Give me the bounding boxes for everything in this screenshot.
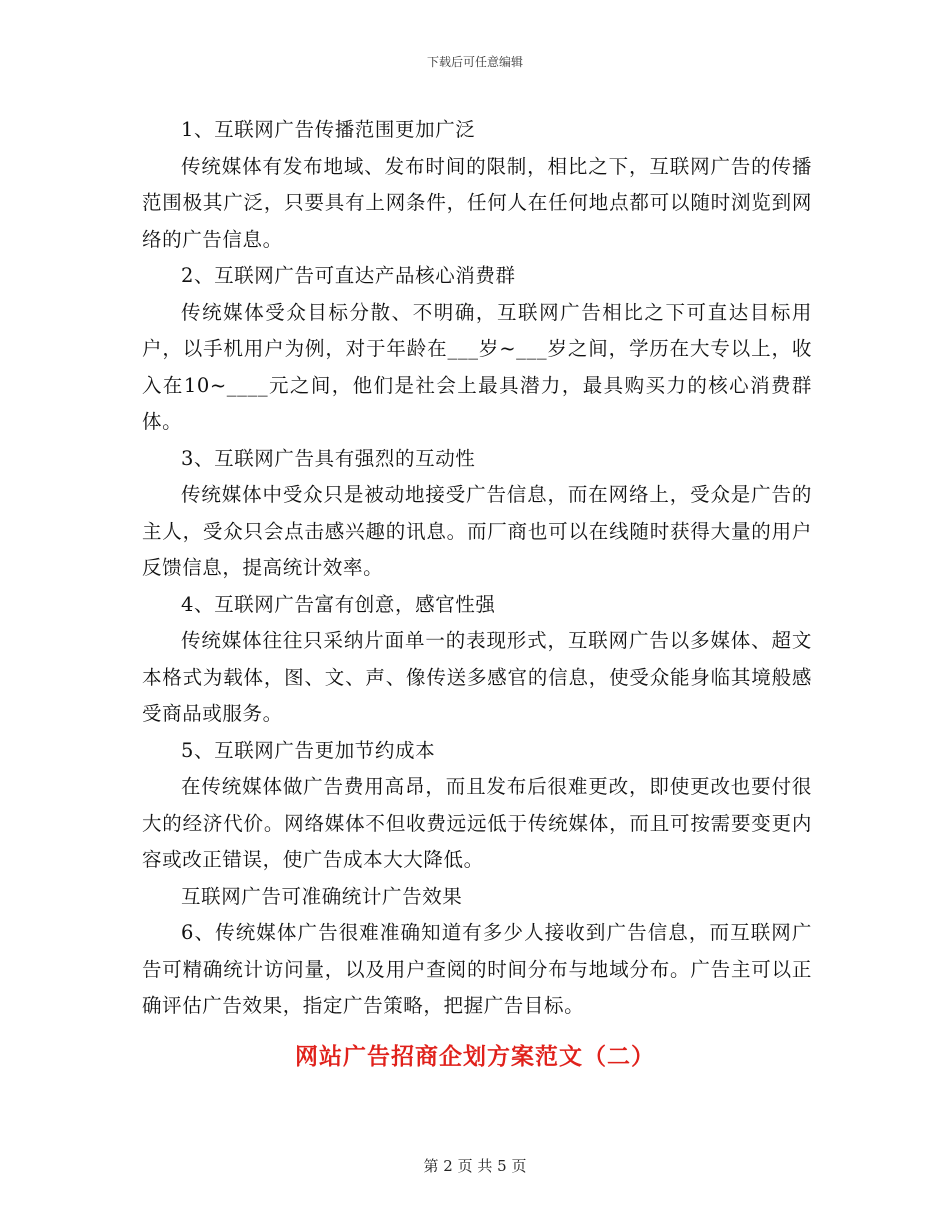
section-title: 网站广告招商企划方案范文（二） [295, 1043, 655, 1070]
section-heading-6: 互联网广告可准确统计广告效果 [181, 884, 463, 908]
section-heading-3: 3、互联网广告具有强烈的互动性 [181, 446, 476, 470]
paragraph-3: 传统媒体中受众只是被动地接受广告信息，而在网络上，受众是广告的主人，受众只会点击感兴趣的讯息。而厂商也可以在线随时获得大量的用户反馈信息，提高统计效率。 [142, 483, 812, 579]
section-heading-1: 1、互联网广告传播范围更加广泛 [181, 118, 476, 141]
page-header: 下载后可任意编辑 [426, 55, 523, 69]
section-heading-4: 4、互联网广告富有创意，感官性强 [181, 592, 496, 616]
document-body [142, 112, 812, 1025]
section-heading-5: 5、互联网广告更加节约成本 [181, 738, 436, 762]
paragraph-1: 传统媒体有发布地域、发布时间的限制，相比之下，互联网广告的传播范围极其广泛，只要具有上网条件，任何人在任何地点都可以随时浏览到网络的广告信息。 [142, 154, 812, 251]
paragraph-4: 传统媒体往往只采纳片面单一的表现形式，互联网广告以多媒体、超文本格式为载体，图、文、声、像传送多感官的信息，使受众能身临其境般感受商品或服务。 [142, 629, 812, 725]
page-footer: 第 2 页 共 5 页 [423, 1157, 527, 1175]
paragraph-5: 在传统媒体做广告费用高昂，而且发布后很难更改，即使更改也要付很大的经济代价。网络媒体不但收费远远低于传统媒体，而且可按需要变更内容或改正错误，使广告成本大大降低。 [142, 775, 812, 871]
section-heading-2: 2、互联网广告可直达产品核心消费群 [181, 264, 516, 287]
paragraph-2: 传统媒体受众目标分散、不明确，互联网广告相比之下可直达目标用户，以手机用户为例，对于年龄在___岁~___岁之间，学历在大专以上，收入在10~____元之间，他们是社会上最具潜力，最具购买力的核心消费群体。 [142, 300, 812, 433]
paragraph-6: 6、传统媒体广告很难准确知道有多少人接收到广告信息，而互联网广告可精确统计访问量，以及用户查阅的时间分布与地域分布。广告主可以正确评估广告效果，指定广告策略，把握广告目标。 [142, 921, 812, 1017]
